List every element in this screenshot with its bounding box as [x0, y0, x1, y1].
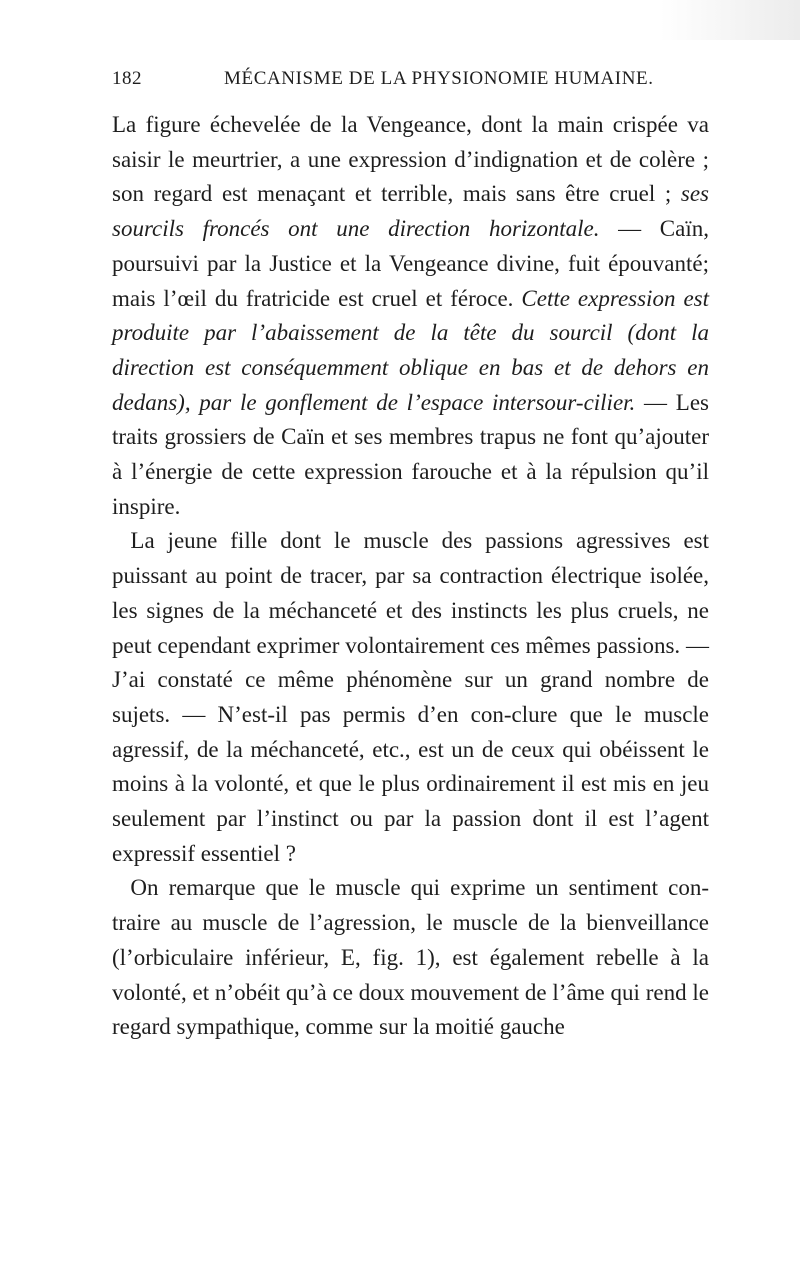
running-title: MÉCANISME DE LA PHYSIONOMIE HUMAINE. [224, 68, 654, 89]
paragraph-2-segment-1: La jeune fille dont le muscle des passions agressives est puissant au point de tracer, par sa contraction électrique isolée, les signes de la méchanceté et des instincts les plus cruels, ne peut cependant exprimer volontairement ces mêmes passions. — J’ai constaté ce même phénomène sur un grand nombre de sujets. — N’est-il pas permis d’en con-clure que le muscle agressif, de la méchanceté, etc., est un de ceux qui obéissent le moins à la volonté, et que le plus ordinairement il est mis en jeu seulement par l’instinct ou par la passion dont il est l’agent expressif essentiel ? [112, 528, 709, 866]
paragraph-1-segment-2: ses sourcils froncés ont une direction horizontale. [112, 181, 709, 242]
paragraph-1 [112, 108, 709, 524]
paragraph-1-segment-1: La figure échevelée de la Vengeance, dont la main crispée va saisir le meurtrier, a une expression d’indignation et de colère ; son regard est menaçant et terrible, mais sans être cruel ; [112, 112, 709, 207]
paragraph-1-segment-4: Cette expression est produite par l’abaissement de la tête du sourcil (dont la direction est conséquemment oblique en bas et de dehors en dedans), par le gonflement de l’espace intersour-cilier. [112, 285, 709, 415]
body-text [112, 108, 709, 1045]
running-header [112, 64, 712, 94]
page-corner-shading [660, 0, 800, 40]
paragraph-3 [112, 871, 709, 1045]
paragraph-3-segment-1: On remarque que le muscle qui exprime un sentiment con-traire au muscle de l’agression, le muscle de la bienveillance (l’orbiculaire inférieur, E, fig. 1), est également rebelle à la volonté, et n’obéit qu’à ce doux mouvement de l’âme qui rend le regard sympathique, comme sur la moitié gauche [112, 875, 709, 1040]
paragraph-1-segment-3: — Caïn, poursuivi par la Justice et la Vengeance divine, fuit épouvanté; mais l’œil du fratricide est cruel et féroce. [112, 216, 709, 311]
paragraph-1-segment-5: — Les traits grossiers de Caïn et ses membres trapus ne font qu’ajouter à l’énergie de cette expression farouche et à la répulsion qu’il inspire. [112, 389, 709, 519]
page-number: 182 [112, 68, 142, 89]
paragraph-2 [112, 524, 709, 871]
